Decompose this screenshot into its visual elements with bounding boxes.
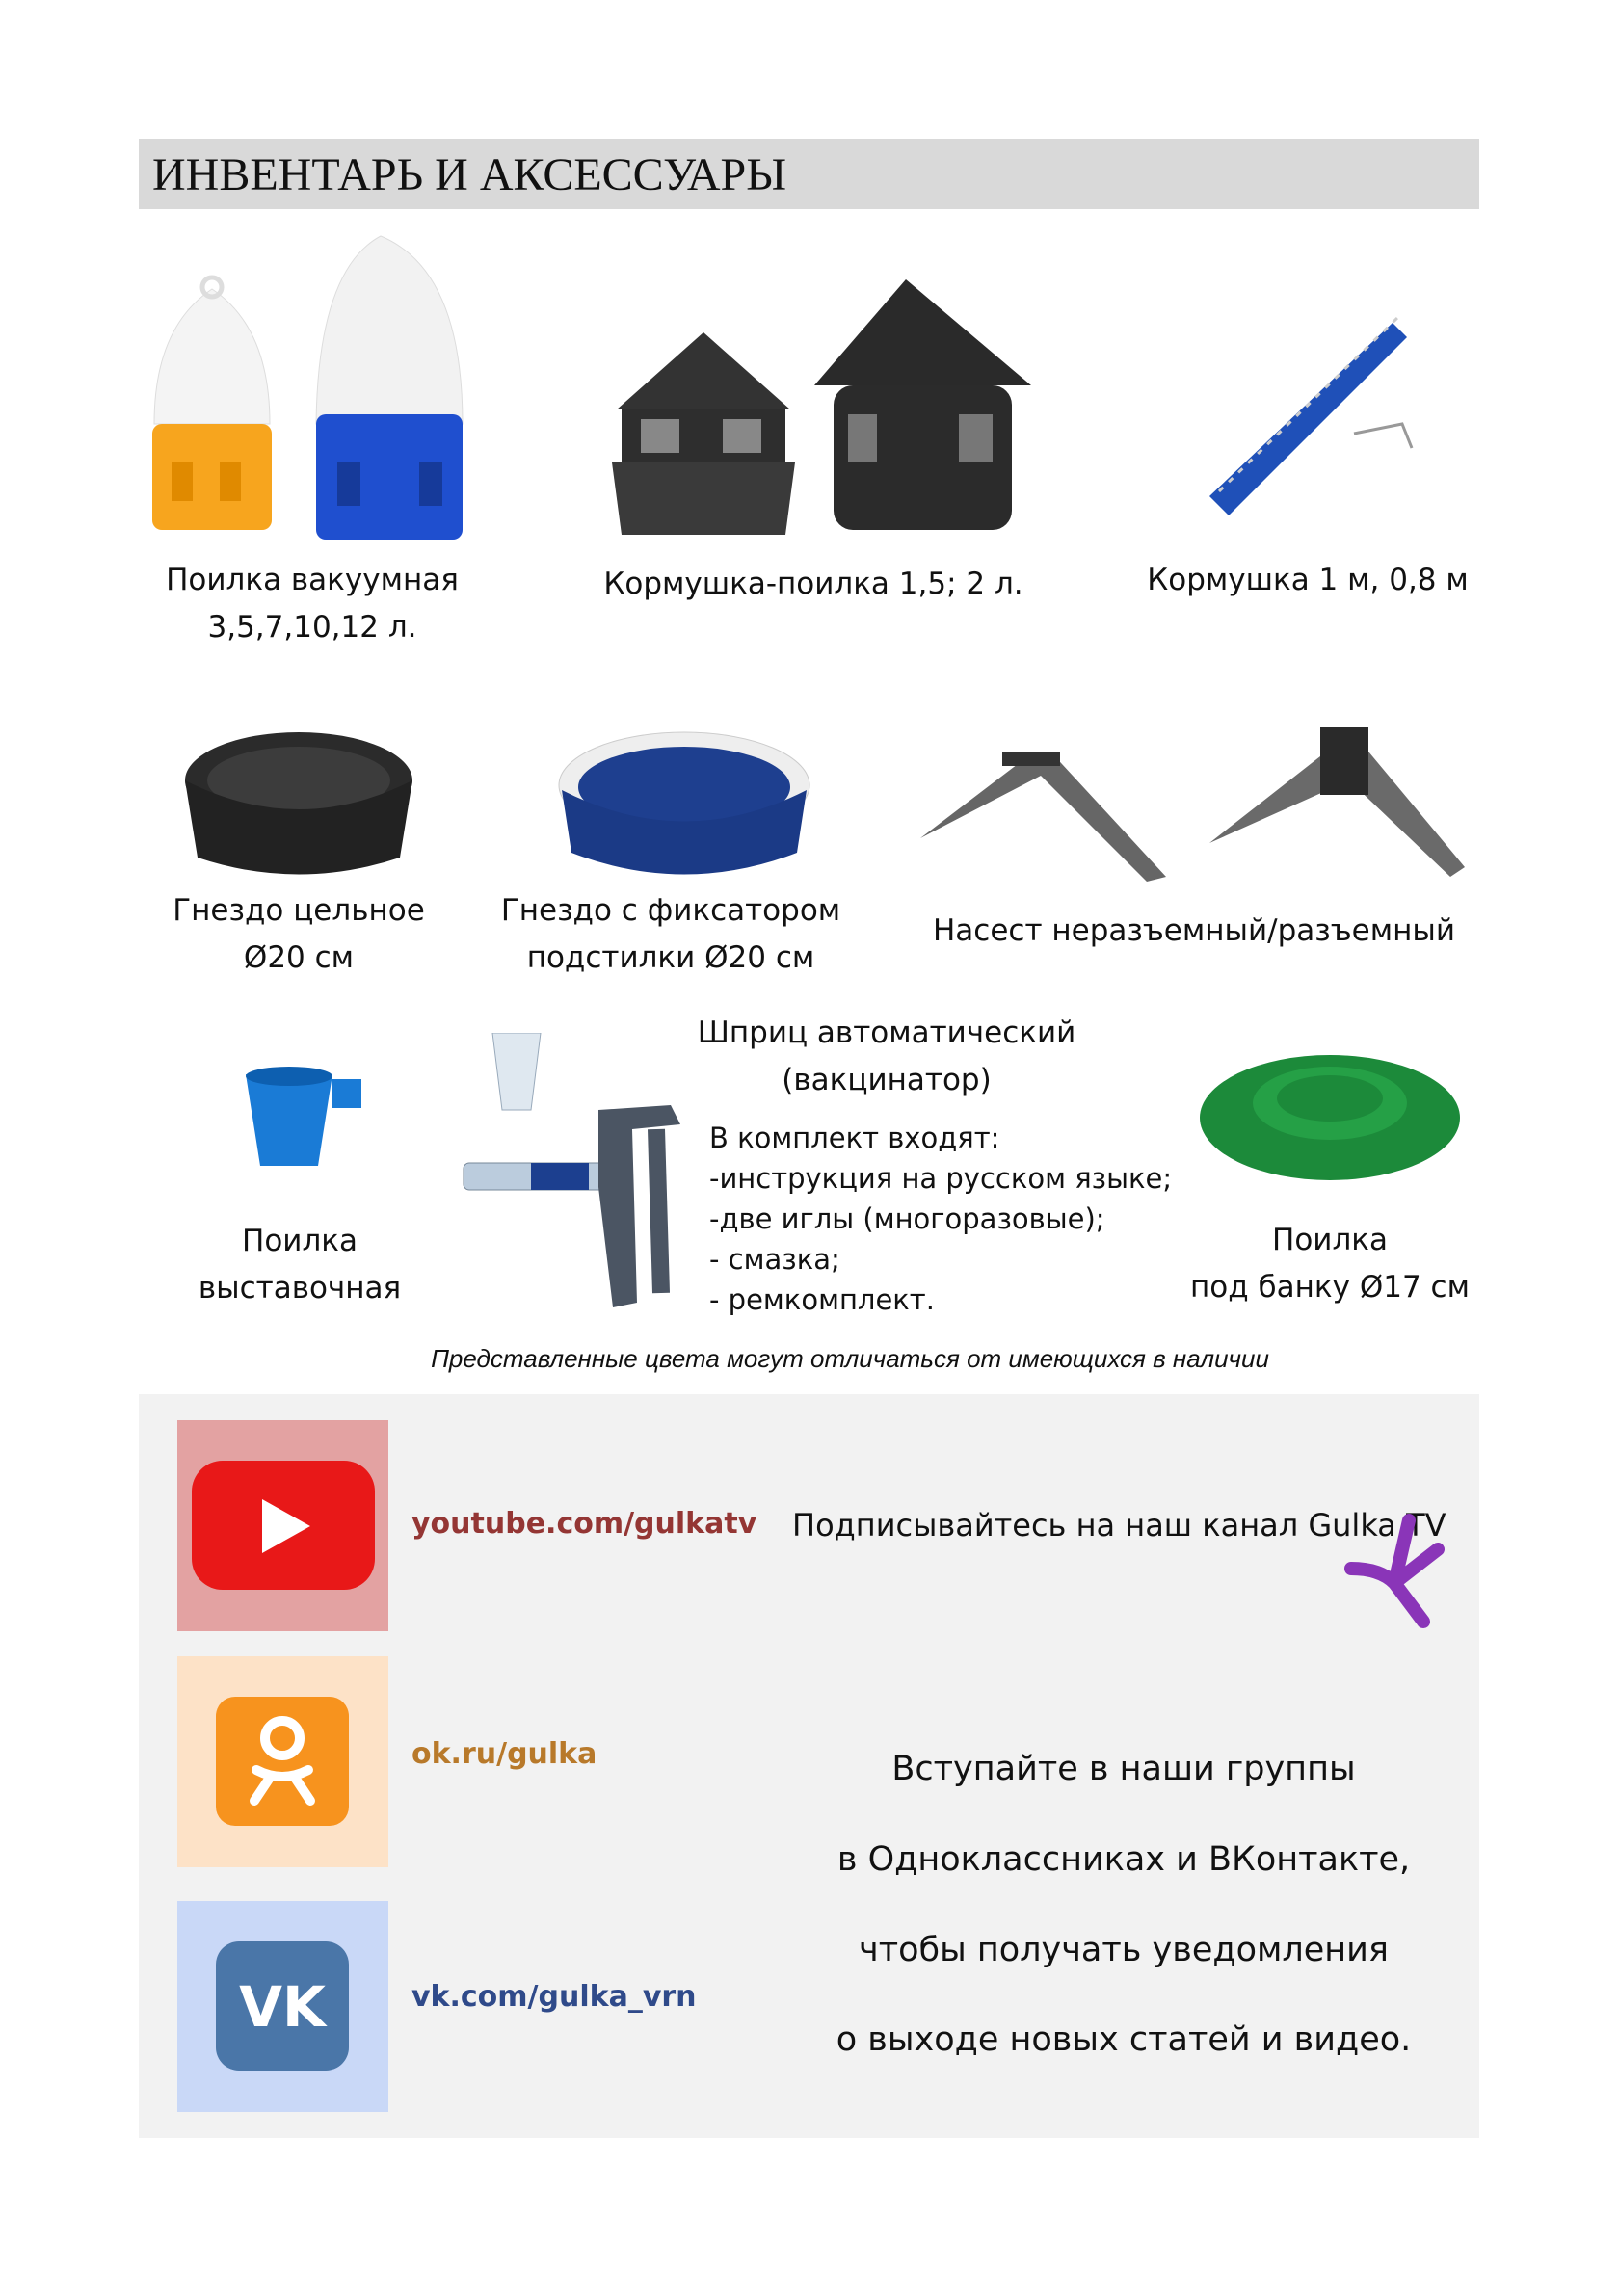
nest-solid-image <box>183 723 414 886</box>
color-disclaimer: Представленные цвета могут отличаться от имеющихся в наличии <box>431 1344 1269 1373</box>
youtube-icon <box>177 1420 388 1631</box>
ok-tile[interactable] <box>177 1656 388 1867</box>
vk-tile[interactable] <box>177 1901 388 2112</box>
syringe-image <box>454 1033 685 1312</box>
youtube-tile[interactable] <box>177 1420 388 1631</box>
odnoklassniki-icon <box>177 1656 388 1867</box>
youtube-link[interactable]: youtube.com/gulkatv <box>411 1507 757 1541</box>
feeder-drinker-label: Кормушка-поилка 1,5; 2 л. <box>603 567 1023 601</box>
vacuum-drinker-image <box>145 231 472 549</box>
feeder-label: Кормушка 1 м, 0,8 м <box>1147 563 1469 597</box>
kit-item: - смазка; <box>709 1243 840 1276</box>
kit-item: - ремкомплект. <box>709 1283 935 1316</box>
nest-fixer-label: Гнездо с фиксатором подстилки Ø20 см <box>500 893 841 975</box>
perch-label: Насест неразъемный/разъемный <box>933 913 1455 948</box>
syringe-kit-list <box>709 1118 1172 1320</box>
groups-text-line: чтобы получать уведомления <box>859 1931 1389 1969</box>
feeder-drinker-image <box>607 275 1041 540</box>
page-title: ИНВЕНТАРЬ И АКСЕССУАРЫ <box>152 149 787 200</box>
vk-icon <box>177 1901 388 2112</box>
svg-text:VK: VK <box>239 1974 326 2040</box>
jar-drinker-image <box>1195 1041 1465 1195</box>
kit-heading: В комплект входят: <box>709 1122 1000 1154</box>
vk-link[interactable]: vk.com/gulka_vrn <box>411 1980 697 2014</box>
groups-text-line: о выходе новых статей и видео. <box>836 2020 1412 2059</box>
feeder-image <box>1209 303 1421 525</box>
vacuum-drinker-label: Поилка вакуумная 3,5,7,10,12 л. <box>166 563 459 645</box>
youtube-subscribe-text: Подписывайтесь на наш канал Gulka TV <box>792 1507 1446 1544</box>
kit-item: -две иглы (многоразовые); <box>709 1202 1105 1235</box>
jar-drinker-label: Поилка под банку Ø17 см <box>1190 1223 1470 1305</box>
perch-image <box>916 723 1465 886</box>
ok-link[interactable]: ok.ru/gulka <box>411 1737 597 1771</box>
groups-text-line: Вступайте в наши группы <box>891 1750 1356 1788</box>
show-drinker-image <box>241 1065 366 1175</box>
kit-item: -инструкция на русском языке; <box>709 1162 1173 1195</box>
section-header <box>139 139 1479 209</box>
show-drinker-label: Поилка выставочная <box>198 1224 402 1306</box>
gulka-logo-icon <box>1341 1511 1457 1631</box>
syringe-title: Шприц автоматический (вакцинатор) <box>697 1016 1076 1097</box>
nest-fixer-image <box>554 718 814 886</box>
nest-solid-label: Гнездо цельное Ø20 см <box>173 893 425 975</box>
groups-text-line: в Одноклассниках и ВКонтакте, <box>836 1840 1411 1879</box>
